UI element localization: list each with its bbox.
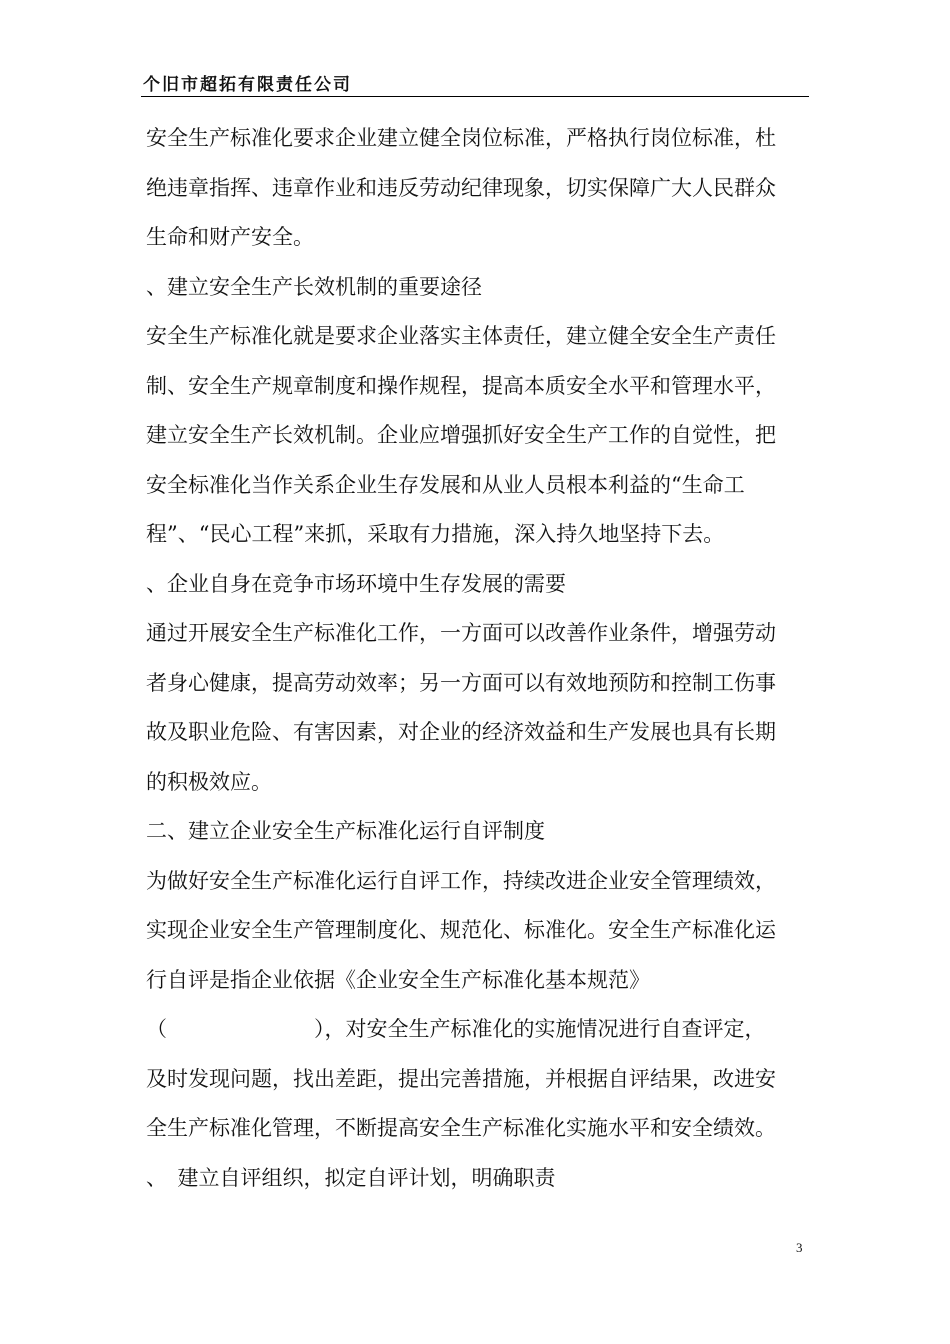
section-heading: 二、建立企业安全生产标准化运行自评制度 bbox=[146, 819, 545, 843]
text-line: 制、安全生产规章制度和操作规程，提高本质安全水平和管理水平， bbox=[146, 373, 776, 398]
text-line: 程”、“民心工程”来抓，采取有力措施，深入持久地坚持下去。 bbox=[146, 522, 725, 546]
text-line: 建立安全生产长效机制。企业应增强抓好安全生产工作的自觉性，把 bbox=[146, 423, 776, 447]
text-line: 及时发现问题，找出差距，提出完善措施，并根据自评结果，改进安 bbox=[146, 1066, 776, 1091]
text-line: 生命和财产安全。 bbox=[146, 225, 314, 249]
text-line: 者身心健康，提高劳动效率；另一方面可以有效地预防和控制工伤事 bbox=[146, 670, 776, 695]
text-line: 通过开展安全生产标准化工作，一方面可以改善作业条件，增强劳动 bbox=[146, 621, 776, 645]
text-line: 安全生产标准化要求企业建立健全岗位标准，严格执行岗位标准，杜 bbox=[146, 126, 776, 150]
text-line: （ ），对安全生产标准化的实施情况进行自查评定， bbox=[146, 1017, 766, 1041]
text-line: 绝违章指挥、违章作业和违反劳动纪律现象，切实保障广大人民群众 bbox=[146, 175, 776, 200]
section-heading: 、建立安全生产长效机制的重要途径 bbox=[146, 274, 482, 299]
page-number: 3 bbox=[796, 1240, 803, 1255]
document-body bbox=[146, 114, 816, 1203]
section-heading: 、 建立自评组织，拟定自评计划，明确职责 bbox=[146, 1165, 556, 1190]
text-line: 安全生产标准化就是要求企业落实主体责任，建立健全安全生产责任 bbox=[146, 324, 776, 348]
section-heading: 、企业自身在竞争市场环境中生存发展的需要 bbox=[146, 571, 566, 596]
text-line: 为做好安全生产标准化运行自评工作，持续改进企业安全管理绩效， bbox=[146, 868, 776, 893]
company-name: 个旧市超拓有限责任公司 bbox=[143, 75, 352, 95]
text-line: 实现企业安全生产管理制度化、规范化、标准化。安全生产标准化运 bbox=[146, 918, 776, 942]
text-line: 全生产标准化管理，不断提高安全生产标准化实施水平和安全绩效。 bbox=[146, 1116, 776, 1140]
text-line: 故及职业危险、有害因素，对企业的经济效益和生产发展也具有长期 bbox=[146, 720, 776, 744]
page-header bbox=[141, 68, 809, 97]
text-line: 行自评是指企业依据《企业安全生产标准化基本规范》 bbox=[146, 967, 650, 992]
text-line: 安全标准化当作关系企业生存发展和从业人员根本利益的“生命工 bbox=[146, 472, 745, 497]
text-line: 的积极效应。 bbox=[146, 769, 272, 794]
